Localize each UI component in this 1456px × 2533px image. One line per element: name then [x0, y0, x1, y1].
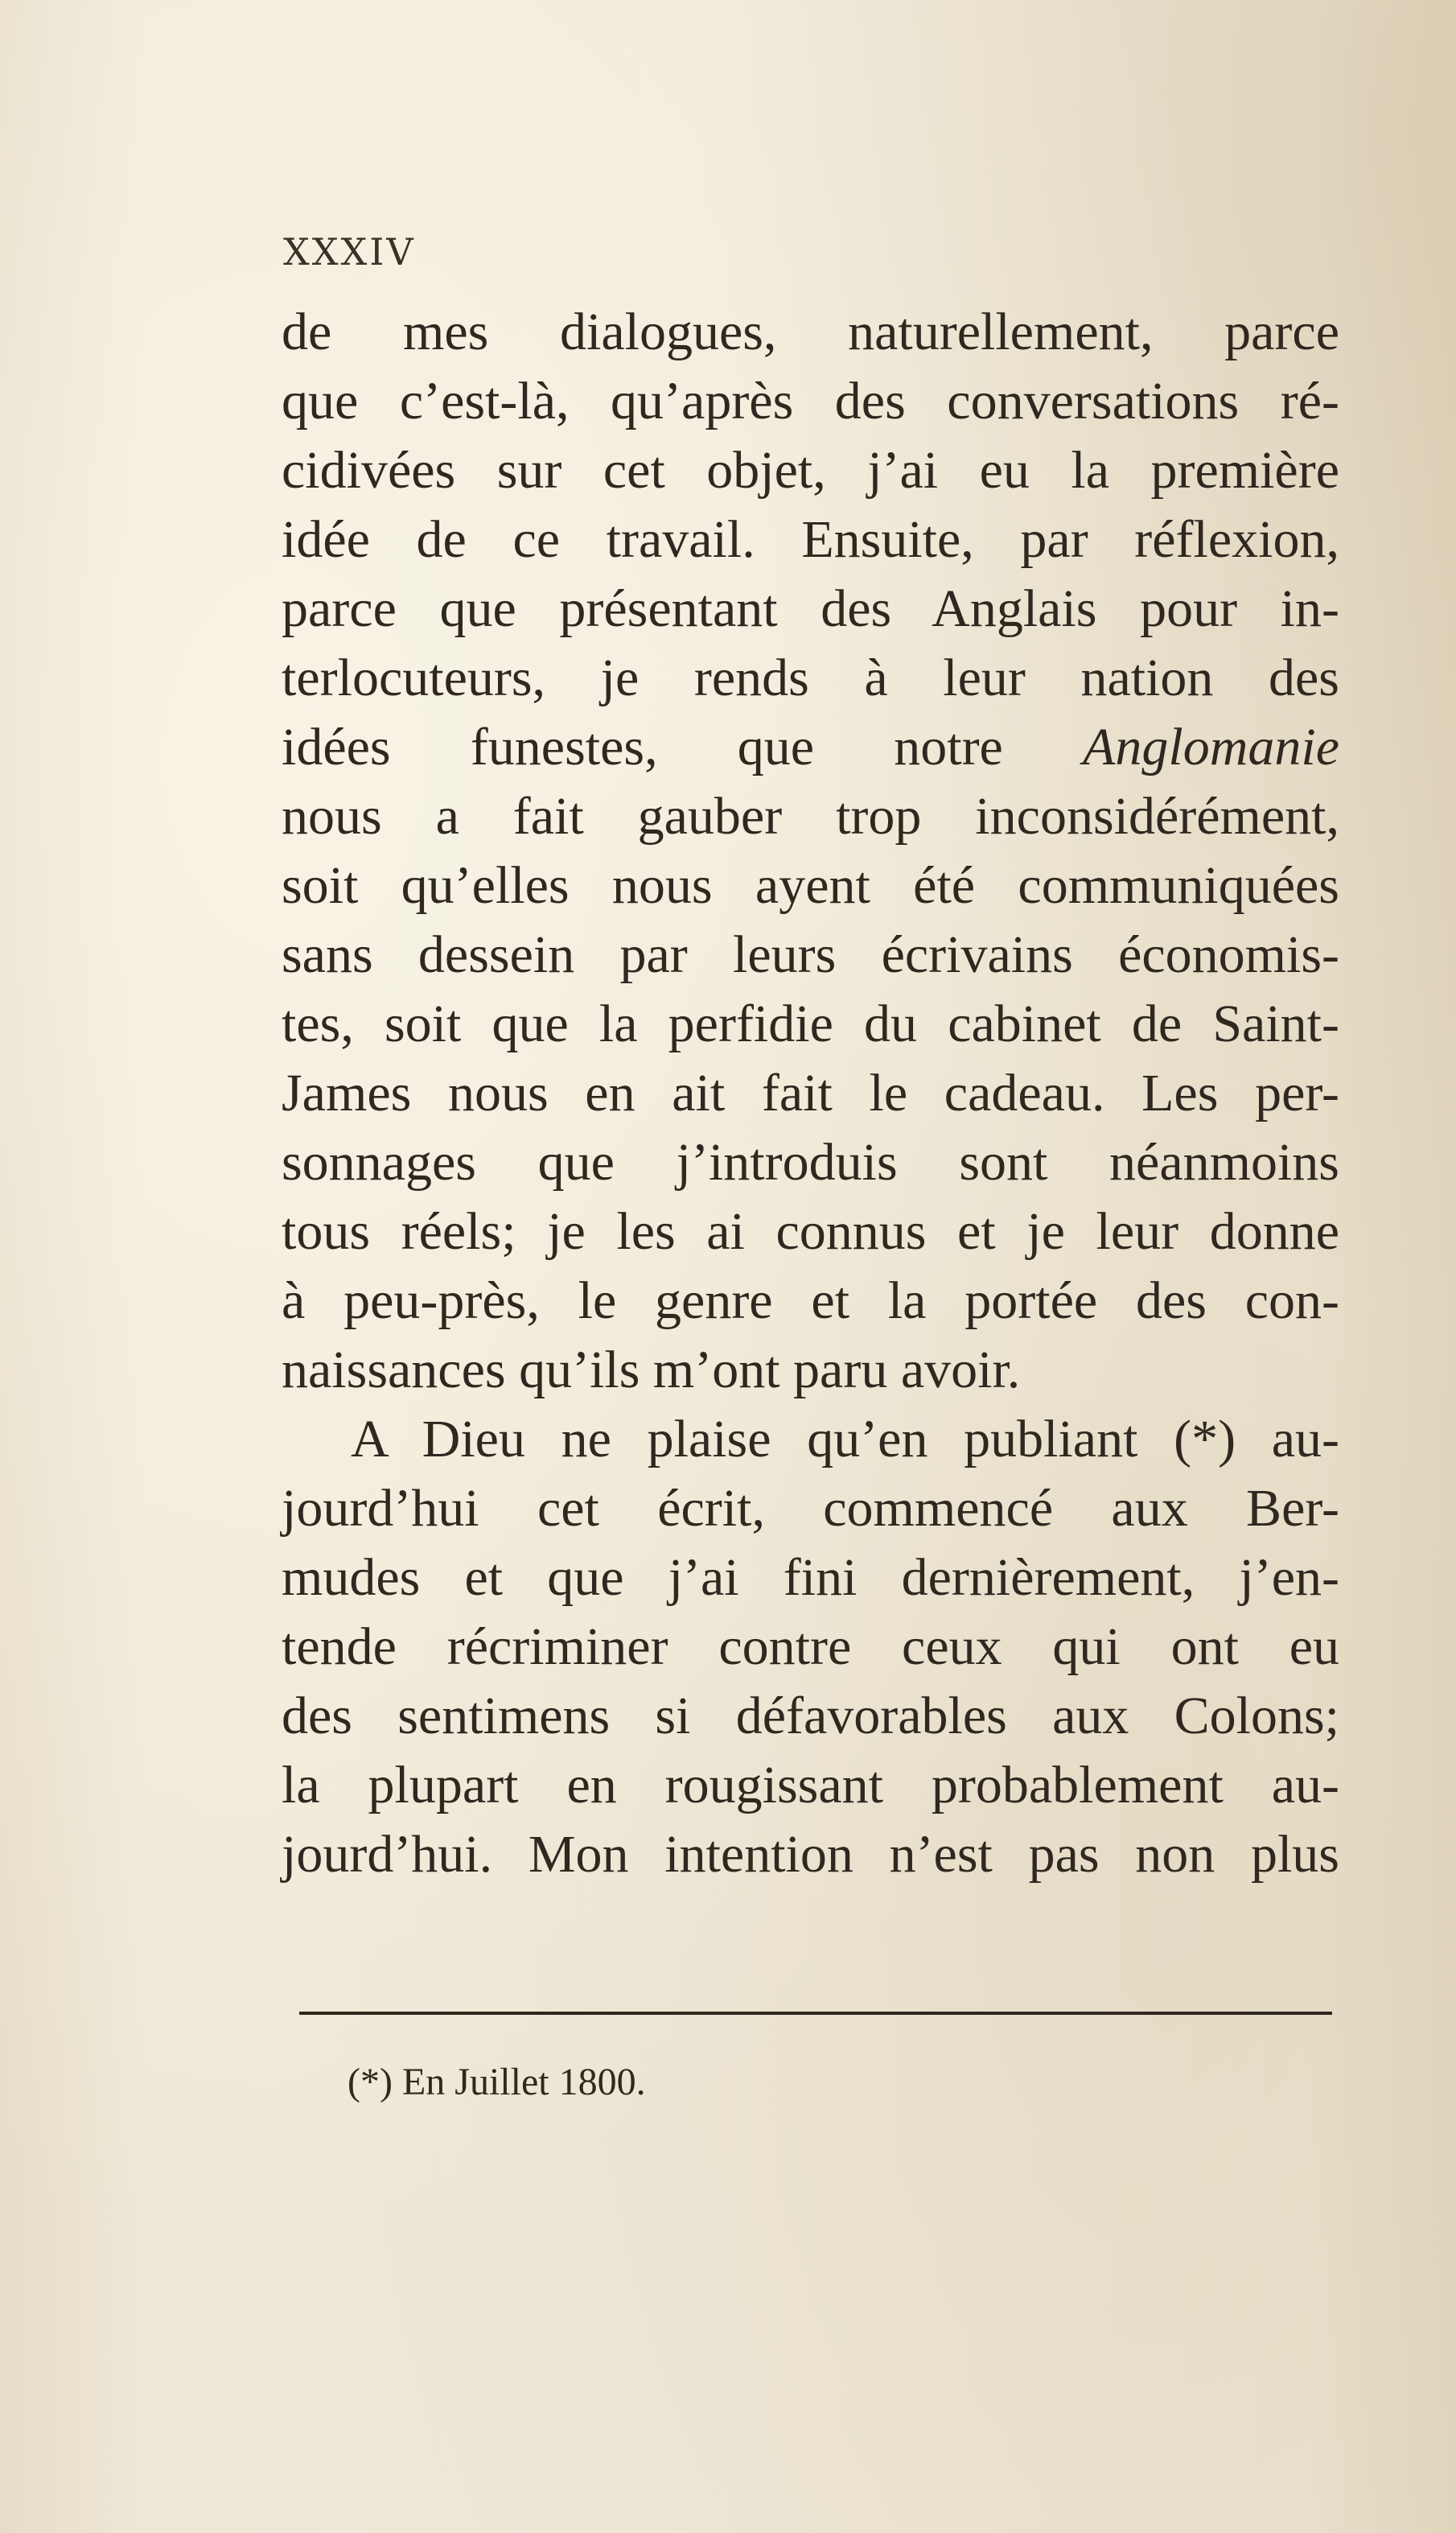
text-line: sans dessein par leurs écrivains économis-	[282, 925, 1339, 984]
text-line: jourd’hui cet écrit, commencé aux Ber-	[282, 1479, 1339, 1538]
text-line: de mes dialogues, naturellement, parce	[282, 303, 1339, 361]
footnote: (*) En Juillet 1800.	[348, 2061, 646, 2103]
text-line: idée de ce travail. Ensuite, par réflexion,	[282, 510, 1339, 569]
text-line-fragment: idées funestes, que notre	[282, 718, 1003, 776]
text-line: sonnages que j’introduis sont néanmoins	[282, 1133, 1339, 1192]
text-line: jourd’hui. Mon intention n’est pas non plus	[282, 1825, 1339, 1884]
text-line: tes, soit que la perfidie du cabinet de Saint-	[282, 995, 1339, 1053]
text-line: nous a fait gauber trop inconsidérément,	[282, 787, 1339, 846]
text-line: cidivées sur cet objet, j’ai eu la première	[282, 441, 1339, 500]
text-line: que c’est-là, qu’après des conversations ré-	[282, 372, 1339, 430]
text-line: mudes et que j’ai fini dernièrement, j’en-	[282, 1548, 1339, 1607]
text-line: parce que présentant des Anglais pour in-	[282, 579, 1339, 638]
footnote-separator-rule	[299, 2012, 1332, 2015]
text-line-paragraph-end: naissances qu’ils m’ont paru avoir.	[282, 1341, 1021, 1399]
running-head-page-number: XXXIV	[283, 230, 416, 274]
text-line: des sentimens si défavorables aux Colons;	[282, 1687, 1339, 1745]
text-line: soit qu’elles nous ayent été communiquées	[282, 856, 1339, 915]
text-line-paragraph-start: A Dieu ne plaise qu’en publiant (*) au-	[351, 1410, 1339, 1468]
text-line: la plupart en rougissant probablement au-	[282, 1756, 1339, 1814]
text-line-with-italic	[282, 713, 1339, 782]
text-line: James nous en ait fait le cadeau. Les per-	[282, 1064, 1339, 1122]
text-line: tous réels; je les ai connus et je leur donne	[282, 1202, 1339, 1261]
text-line: terlocuteurs, je rends à leur nation des	[282, 649, 1339, 707]
body-text	[282, 298, 1339, 1889]
text-line: à peu-près, le genre et la portée des con-	[282, 1271, 1339, 1330]
text-line: tende récriminer contre ceux qui ont eu	[282, 1617, 1339, 1676]
italic-word-anglomanie: Anglomanie	[1083, 718, 1339, 776]
